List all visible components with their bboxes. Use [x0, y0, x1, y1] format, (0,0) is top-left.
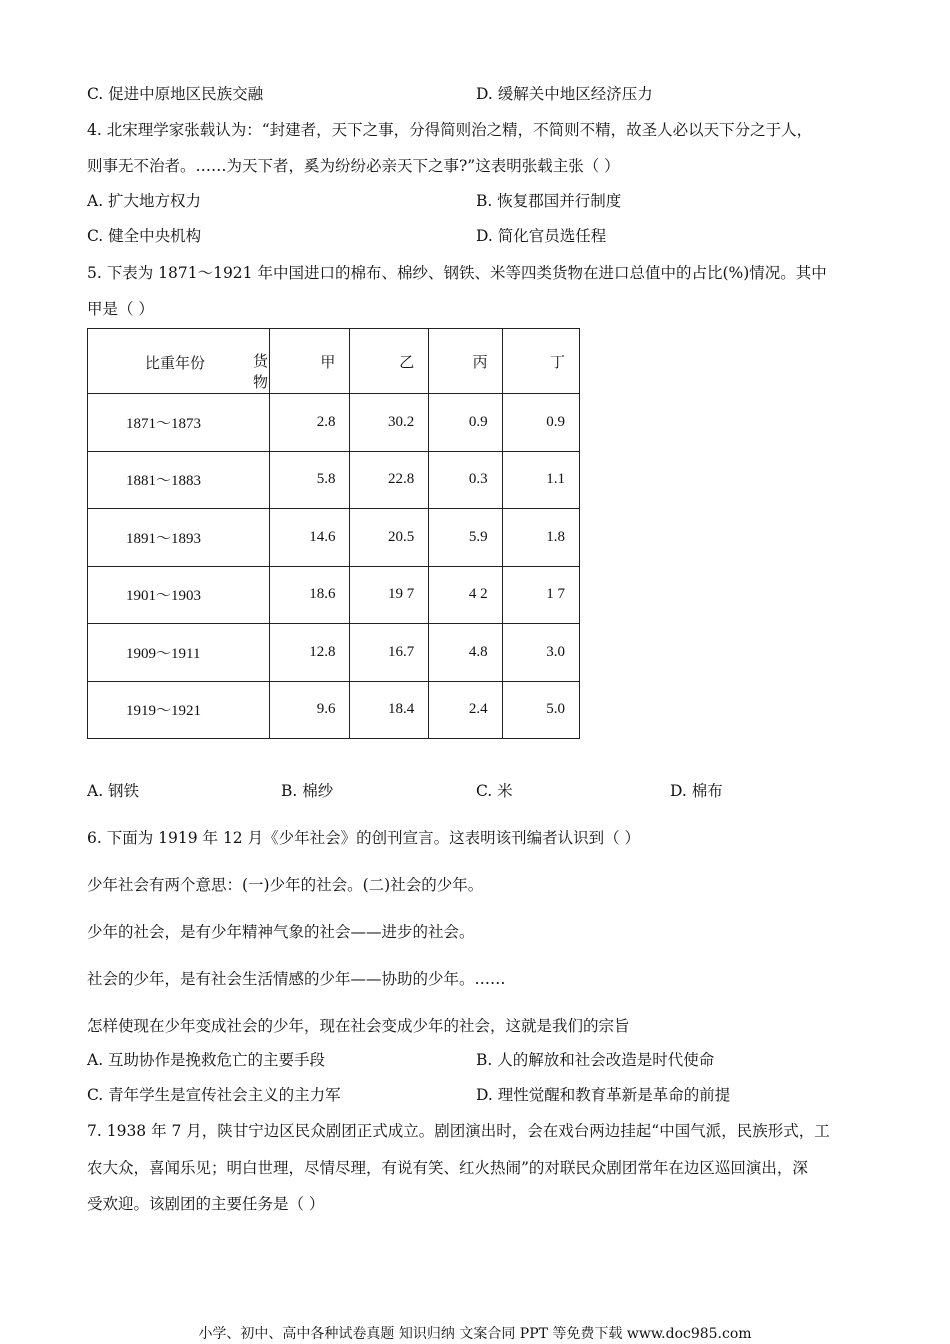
q5-stem-line2: 甲是（ ） — [87, 300, 154, 318]
q5-option-b: B. 棉纱 — [281, 782, 334, 800]
value-cell: 30.2 — [350, 394, 429, 452]
table-row — [88, 681, 580, 739]
q6-paragraph-1: 少年社会有两个意思：(一)少年的社会。(二)社会的少年。 — [87, 876, 484, 894]
value-cell: 18.6 — [270, 566, 350, 624]
year-cell: 1881～1883 — [88, 451, 270, 509]
page-footer: 小学、初中、高中各种试卷真题 知识归纳 文案合同 PPT 等免费下载 www.doc985.com — [198, 1326, 752, 1342]
value-cell: 1.1 — [502, 451, 579, 509]
value-cell: 12.8 — [270, 624, 350, 682]
table-row — [88, 451, 580, 509]
q6-stem: 6. 下面为 1919 年 12 月《少年社会》的创刊宣言。这表明该刊编者认识到（ ） — [87, 829, 641, 847]
q5-option-c: C. 米 — [476, 782, 513, 800]
value-cell: 4.8 — [429, 624, 502, 682]
table-row — [88, 509, 580, 567]
table-row — [88, 566, 580, 624]
q4-option-b: B. 恢复郡国并行制度 — [476, 192, 622, 210]
q6-option-b: B. 人的解放和社会改造是时代使命 — [476, 1051, 715, 1069]
q7-stem-line3: 受欢迎。该剧团的主要任务是（ ） — [87, 1195, 325, 1213]
year-cell: 1891～1893 — [88, 509, 270, 567]
q6-paragraph-3: 社会的少年，是有社会生活情感的少年——协助的少年。…… — [87, 970, 506, 988]
value-cell: 5.8 — [270, 451, 350, 509]
column-header: 甲 — [270, 329, 350, 394]
value-cell: 0.9 — [429, 394, 502, 452]
q3-option-d: D. 缓解关中地区经济压力 — [476, 85, 653, 103]
table-corner-cell — [88, 329, 270, 394]
year-cell: 1871～1873 — [88, 394, 270, 452]
table-row — [88, 624, 580, 682]
q3-option-c: C. 促进中原地区民族交融 — [87, 85, 264, 103]
value-cell: 19 7 — [350, 566, 429, 624]
value-cell: 22.8 — [350, 451, 429, 509]
q6-option-d: D. 理性觉醒和教育革新是革命的前提 — [476, 1086, 731, 1104]
table-row — [88, 394, 580, 452]
corner-label-right: 货物 — [253, 354, 269, 391]
column-header: 乙 — [350, 329, 429, 394]
q4-option-d: D. 简化官员选任程 — [476, 227, 607, 245]
value-cell: 20.5 — [350, 509, 429, 567]
year-cell: 1909～1911 — [88, 624, 270, 682]
q7-stem-line1: 7. 1938 年 7 月，陕甘宁边区民众剧团正式成立。剧团演出时，会在戏台两边挂起“中国气派，民族形式，工 — [87, 1122, 830, 1140]
value-cell: 0.3 — [429, 451, 502, 509]
value-cell: 16.7 — [350, 624, 429, 682]
q7-stem-line2: 农大众，喜闻乐见；明白世理，尽情尽理，有说有笑、红火热闹”的对联民众剧团常年在边区巡回演出，深 — [87, 1159, 808, 1177]
q6-option-a: A. 互助协作是挽救危亡的主要手段 — [87, 1051, 326, 1069]
value-cell: 2.4 — [429, 681, 502, 739]
q4-option-c: C. 健全中央机构 — [87, 227, 202, 245]
value-cell: 18.4 — [350, 681, 429, 739]
q4-option-a: A. 扩大地方权力 — [87, 192, 202, 210]
year-cell: 1919～1921 — [88, 681, 270, 739]
value-cell: 2.8 — [270, 394, 350, 452]
q5-option-a: A. 钢铁 — [87, 782, 140, 800]
value-cell: 4 2 — [429, 566, 502, 624]
value-cell: 9.6 — [270, 681, 350, 739]
q4-stem-line1: 4. 北宋理学家张载认为：“封建者，天下之事，分得简则治之精，不简则不精，故圣人必以天下分之于人， — [87, 121, 813, 139]
year-cell: 1901～1903 — [88, 566, 270, 624]
q4-stem-line2: 则事无不治者。……为天下者，奚为纷纷必亲天下之事?”这表明张载主张（ ） — [87, 157, 620, 175]
value-cell: 14.6 — [270, 509, 350, 567]
table-header-row — [88, 329, 580, 394]
q6-option-c: C. 青年学生是宣传社会主义的主力军 — [87, 1086, 341, 1104]
value-cell: 1.8 — [502, 509, 579, 567]
q6-paragraph-2: 少年的社会，是有少年精神气象的社会——进步的社会。 — [87, 923, 475, 941]
value-cell: 3.0 — [502, 624, 579, 682]
value-cell: 5.9 — [429, 509, 502, 567]
value-cell: 0.9 — [502, 394, 579, 452]
q6-paragraph-4: 怎样使现在少年变成社会的少年，现在社会变成少年的社会，这就是我们的宗旨 — [87, 1017, 630, 1035]
value-cell: 1 7 — [502, 566, 579, 624]
corner-label-left: 比重年份 — [145, 356, 206, 372]
q5-option-d: D. 棉布 — [670, 782, 723, 800]
value-cell: 5.0 — [502, 681, 579, 739]
q5-stem-line1: 5. 下表为 1871～1921 年中国进口的棉布、棉纱、钢铁、米等四类货物在进口总值中的占比(%)情况。其中 — [87, 264, 827, 282]
column-header: 丁 — [502, 329, 579, 394]
column-header: 丙 — [429, 329, 502, 394]
import-share-table — [87, 328, 580, 739]
